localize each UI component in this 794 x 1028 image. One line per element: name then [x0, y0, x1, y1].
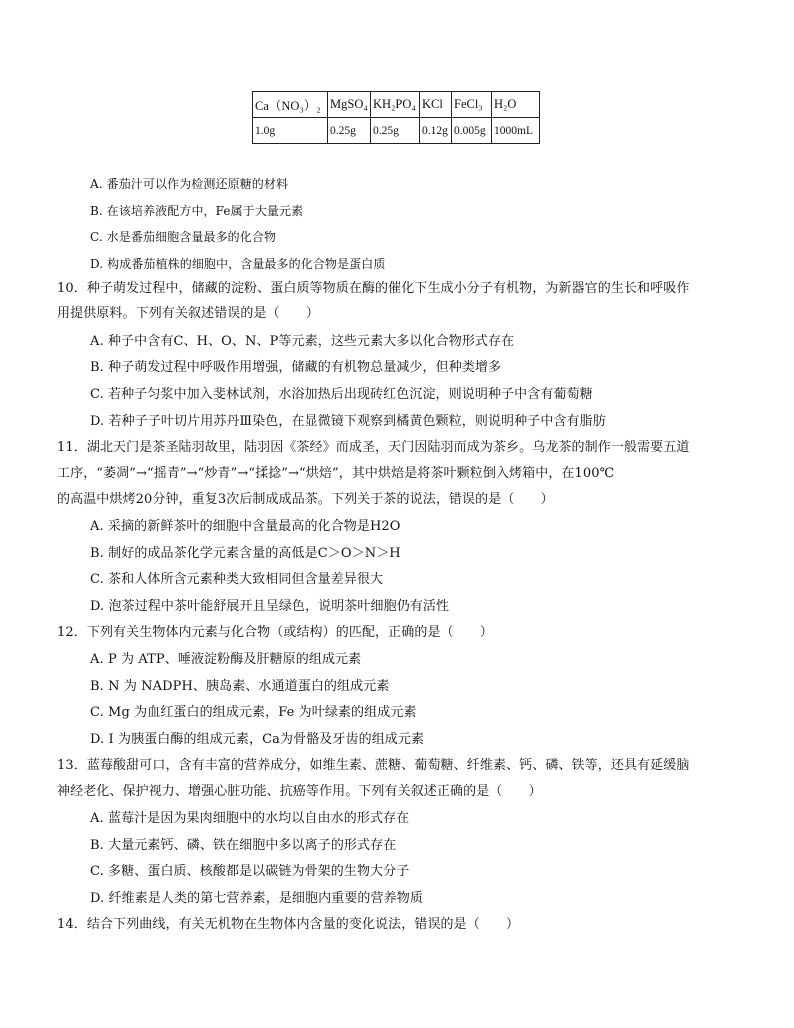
- q11-stem-line3: 的高温中烘烤20分钟，重复3次后制成成品茶。下列关于茶的说法，错误的是（ ）: [57, 492, 554, 507]
- table-cell: 0.12g: [420, 118, 452, 144]
- q10-stem-line2: 用提供原料。下列有关叙述错误的是（ ）: [57, 306, 320, 321]
- q10-option-a: A. 种子中含有C、H、O、N、P等元素，这些元素大多以化合物形式存在: [90, 334, 515, 349]
- q12-option-b: B. N 为 NADPH、胰岛素、水通道蛋白的组成元素: [90, 679, 390, 694]
- table-cell: 1000mL: [492, 118, 540, 144]
- q13-option-a: A. 蓝莓汁是因为果肉细胞中的水均以自由水的形式存在: [90, 811, 410, 826]
- q11-option-a: A. 采摘的新鲜茶叶的细胞中含量最高的化合物是H2O: [90, 519, 401, 534]
- q12-option-c: C. Mg 为血红蛋白的组成元素，Fe 为叶绿素的组成元素: [90, 705, 417, 720]
- table-header-row: [253, 92, 540, 118]
- table-header-cell: MgSO₄: [328, 92, 371, 118]
- q11-option-c: C. 茶和人体所含元素种类大致相同但含量差异很大: [90, 572, 384, 587]
- table-cell: 0.005g: [452, 118, 492, 144]
- q11-stem-line1: 11．湖北天门是茶圣陆羽故里，陆羽因《茶经》而成圣，天门因陆羽而成为茶乡。乌龙茶的制作一般需要五道: [57, 440, 690, 455]
- q13-option-b: B. 大量元素钙、磷、铁在细胞中多以离子的形式存在: [90, 838, 397, 853]
- q13-option-c: C. 多糖、蛋白质、核酸都是以碳链为骨架的生物大分子: [90, 864, 410, 879]
- q10-option-d: D. 若种子子叶切片用苏丹Ⅲ染色，在显微镜下观察到橘黄色颗粒，则说明种子中含有脂肪: [90, 414, 606, 429]
- q13-stem-line2: 神经老化、保护视力、增强心脏功能、抗癌等作用。下列有关叙述正确的是（ ）: [57, 784, 542, 799]
- q9-option-b: B. 在该培养液配方中，Fe属于大量元素: [90, 204, 304, 218]
- table-cell: 0.25g: [371, 118, 420, 144]
- table-header-cell: KCl: [420, 92, 452, 118]
- q11-stem-line2: 工序，“萎凋”→“摇青”→“炒青”→“揉捻”→“烘焙”，其中烘焙是将茶叶颗粒倒入烤箱中，在100℃: [57, 466, 615, 481]
- table-cell: 0.25g: [328, 118, 371, 144]
- q12-stem: 12．下列有关生物体内元素与化合物（或结构）的匹配，正确的是（ ）: [57, 625, 493, 640]
- q10-stem-line1: 10．种子萌发过程中，储藏的淀粉、蛋白质等物质在酶的催化下生成小分子有机物，为新器官的生长和呼吸作: [57, 281, 690, 296]
- q9-option-a: A. 番茄汁可以作为检测还原糖的材料: [90, 177, 289, 191]
- table-header-cell: Ca（NO₃）₂: [253, 92, 328, 118]
- q10-option-c: C. 若种子匀浆中加入斐林试剂，水浴加热后出现砖红色沉淀，则说明种子中含有葡萄糖: [90, 387, 593, 402]
- nutrient-solution-table: [252, 91, 540, 144]
- q9-option-d: D. 构成番茄植株的细胞中，含量最多的化合物是蛋白质: [90, 257, 386, 271]
- q13-option-d: D. 纤维素是人类的第七营养素，是细胞内重要的营养物质: [90, 891, 423, 906]
- table-cell: 1.0g: [253, 118, 328, 144]
- table-value-row: [253, 118, 540, 144]
- q11-option-b: B. 制好的成品茶化学元素含量的高低是C＞O＞N＞H: [90, 546, 401, 561]
- q14-stem: 14．结合下列曲线，有关无机物在生物体内含量的变化说法，错误的是（ ）: [57, 917, 520, 932]
- table-header-cell: FeCl₃: [452, 92, 492, 118]
- q12-option-a: A. P 为 ATP、唾液淀粉酶及肝糖原的组成元素: [90, 652, 362, 667]
- q12-option-d: D. I 为胰蛋白酶的组成元素，Ca为骨骼及牙齿的组成元素: [90, 732, 425, 747]
- table-header-cell: KH₂PO₄: [371, 92, 420, 118]
- q9-option-c: C. 水是番茄细胞含量最多的化合物: [90, 230, 277, 244]
- q10-option-b: B. 种子萌发过程中呼吸作用增强，储藏的有机物总量减少，但种类增多: [90, 360, 502, 375]
- q13-stem-line1: 13．蓝莓酸甜可口，含有丰富的营养成分，如维生素、蔗糖、葡萄糖、纤维素、钙、磷、铁等，还具有延缓脑: [57, 758, 690, 773]
- table-header-cell: H₂O: [492, 92, 540, 118]
- q11-option-d: D. 泡茶过程中茶叶能舒展开且呈绿色，说明茶叶细胞仍有活性: [90, 599, 450, 614]
